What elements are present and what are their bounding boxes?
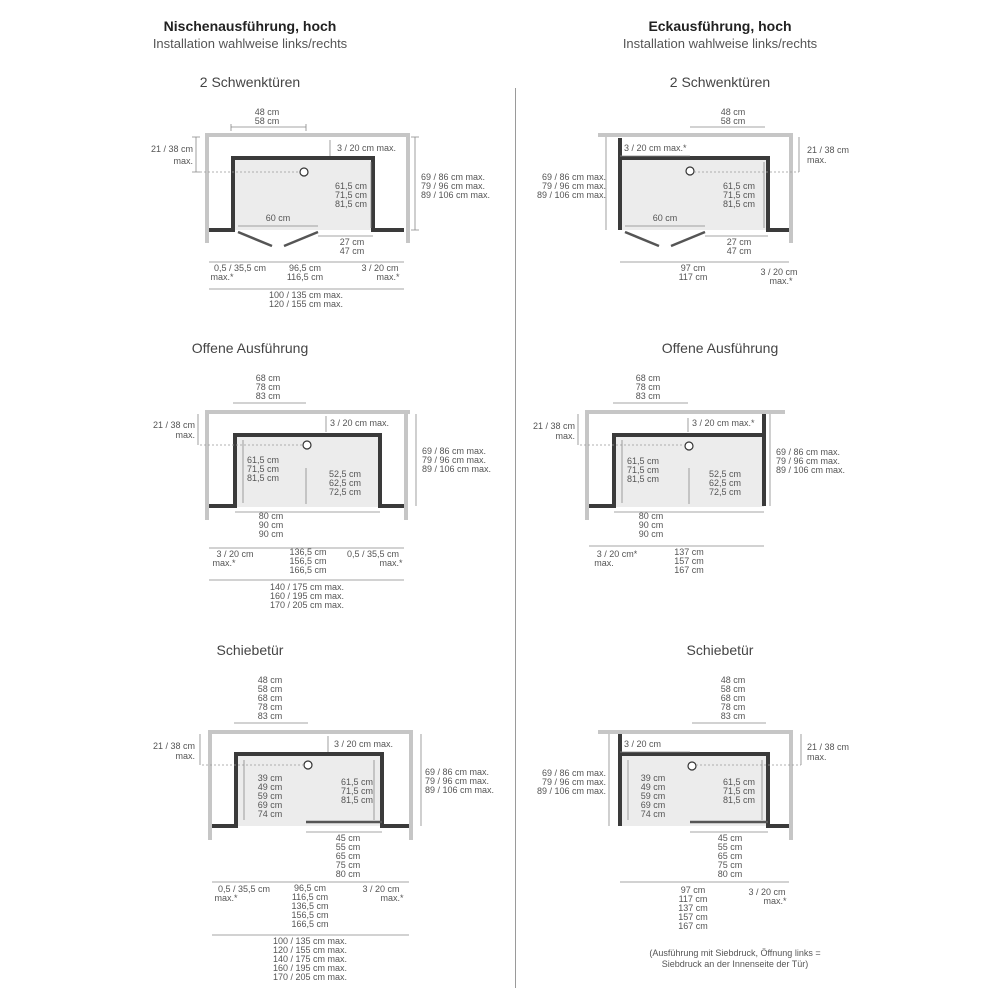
- dim-label: 79 / 96 cm max.: [541, 181, 606, 191]
- dim-label: 166,5 cm: [291, 919, 329, 929]
- wall-left: [205, 133, 209, 243]
- dim-label: 58 cm: [720, 116, 746, 126]
- dim-label: 78 cm: [257, 702, 283, 712]
- corner-s1-heading: 2 Schwenktüren: [669, 74, 771, 90]
- dim-label: 21 / 38 cm: [152, 420, 195, 430]
- dim-label: 45 cm: [335, 833, 361, 843]
- dim-label: 75 cm: [335, 860, 361, 870]
- dim-label: 0,5 / 35,5 cm: [217, 884, 271, 894]
- dim-label: 170 / 205 cm max.: [272, 972, 348, 982]
- wall-top: [598, 730, 793, 734]
- dim-label: 160 / 195 cm max.: [272, 963, 348, 973]
- dim-label: 61,5 cm: [722, 777, 756, 787]
- niche-s3-heading: Schiebetür: [216, 642, 284, 658]
- dim-label: 71,5 cm: [340, 786, 374, 796]
- dim-label: 71,5 cm: [722, 190, 756, 200]
- dim-label: max.*: [210, 272, 234, 282]
- dim-label: 80 cm: [638, 511, 664, 521]
- dim-label: 48 cm: [720, 107, 746, 117]
- dim-label: 21 / 38 cm: [152, 741, 195, 751]
- dim-label: 137 cm: [674, 547, 704, 557]
- dim-label: 3 / 20 cm: [748, 887, 786, 897]
- dim-label: 83 cm: [257, 711, 283, 721]
- dim-label: max.*: [212, 558, 236, 568]
- corner-s2-heading: Offene Ausführung: [661, 340, 779, 356]
- dim-label: max.*: [763, 896, 787, 906]
- dim-label: 120 / 155 cm max.: [268, 299, 344, 309]
- dim-label: max.: [173, 156, 193, 166]
- dim-label: 3 / 20 cm max.: [337, 143, 397, 153]
- dim-label: 47 cm: [726, 246, 752, 256]
- drain-icon: [303, 441, 311, 449]
- wall-left: [205, 410, 209, 520]
- swing-door-right: [284, 232, 318, 246]
- dim-label: 69 / 86 cm max.: [776, 447, 841, 457]
- wall-top: [585, 410, 785, 414]
- dim-label: 3 / 20 cm: [361, 263, 399, 273]
- corner-title: Eckausführung, hoch: [648, 18, 792, 34]
- dim-label: 0,5 / 35,5 cm: [213, 263, 267, 273]
- dim-label: 160 / 195 cm max.: [269, 591, 345, 601]
- dim-label: 71,5 cm: [334, 190, 368, 200]
- dim-label: 21 / 38 cm: [532, 421, 575, 431]
- drain-icon: [686, 167, 694, 175]
- dim-label: max.: [175, 751, 195, 761]
- dim-label: 90 cm: [638, 520, 664, 530]
- wall-top: [598, 133, 793, 137]
- dim-label: 65 cm: [335, 851, 361, 861]
- dim-label: 116,5 cm: [291, 892, 329, 902]
- dim-label: 3 / 20 cm: [624, 739, 662, 749]
- dim-label: 97 cm: [680, 885, 706, 895]
- dim-label: 45 cm: [717, 833, 743, 843]
- dim-label: 81,5 cm: [626, 474, 660, 484]
- dim-label: 0,5 / 35,5 cm: [346, 549, 400, 559]
- wall-right: [404, 410, 408, 520]
- dim-label: max.*: [769, 276, 793, 286]
- dim-label: 157 cm: [678, 912, 708, 922]
- dim-label: 90 cm: [258, 529, 284, 539]
- wall-right: [409, 730, 413, 840]
- footnote-line: Siebdruck an der Innenseite der Tür): [661, 959, 809, 969]
- dim-label: max.*: [379, 558, 403, 568]
- dim-label: 90 cm: [258, 520, 284, 530]
- dim-label: 78 cm: [720, 702, 746, 712]
- dim-label: 90 cm: [638, 529, 664, 539]
- dim-label: max.: [175, 430, 195, 440]
- dim-label: 83 cm: [720, 711, 746, 721]
- dim-label: 89 / 106 cm max.: [536, 786, 606, 796]
- dim-label: 116,5 cm: [286, 272, 324, 282]
- dim-label: 3 / 20 cm max.: [330, 418, 390, 428]
- drain-icon: [304, 761, 312, 769]
- dim-label: 52,5 cm: [328, 469, 362, 479]
- dim-label: 61,5 cm: [340, 777, 374, 787]
- dim-label: 69 / 86 cm max.: [422, 446, 487, 456]
- dim-label: 62,5 cm: [328, 478, 362, 488]
- dim-label: 3 / 20 cm: [760, 267, 798, 277]
- dim-label: 136,5 cm: [291, 901, 329, 911]
- dim-label: 96,5 cm: [293, 883, 327, 893]
- dim-label: 71,5 cm: [246, 464, 280, 474]
- dim-label: max.: [555, 431, 575, 441]
- wall-left: [208, 730, 212, 840]
- dim-label: 81,5 cm: [722, 199, 756, 209]
- dim-label: 69 cm: [640, 800, 666, 810]
- dim-label: 74 cm: [640, 809, 666, 819]
- dim-label: 60 cm: [652, 213, 678, 223]
- niche-s1-heading: 2 Schwenktüren: [199, 74, 301, 90]
- dim-label: 89 / 106 cm max.: [422, 464, 492, 474]
- dim-label: 157 cm: [674, 556, 704, 566]
- dim-label: 58 cm: [257, 684, 283, 694]
- wall-top: [208, 730, 413, 734]
- dim-label: 55 cm: [717, 842, 743, 852]
- dim-label: 61,5 cm: [722, 181, 756, 191]
- wall-right: [406, 133, 410, 243]
- corner-column: [500, 0, 1000, 1000]
- dim-label: max.: [594, 558, 614, 568]
- dim-label: 62,5 cm: [708, 478, 742, 488]
- dim-label: 81,5 cm: [722, 795, 756, 805]
- dim-label: 79 / 96 cm max.: [422, 455, 487, 465]
- wall-right: [789, 133, 793, 243]
- dim-label: 97 cm: [680, 263, 706, 273]
- dim-label: 80 cm: [258, 511, 284, 521]
- niche-subtitle: Installation wahlweise links/rechts: [152, 36, 348, 51]
- dim-label: 69 / 86 cm max.: [425, 767, 490, 777]
- dim-line: [192, 137, 200, 172]
- dim-label: 65 cm: [717, 851, 743, 861]
- niche-s2-heading: Offene Ausführung: [191, 340, 309, 356]
- dim-label: 120 / 155 cm max.: [272, 945, 348, 955]
- dim-label: max.: [807, 155, 827, 165]
- dim-label: 79 / 96 cm max.: [421, 181, 486, 191]
- dim-label: 68 cm: [255, 373, 281, 383]
- dim-label: 71,5 cm: [626, 465, 660, 475]
- dim-label: 89 / 106 cm max.: [536, 190, 606, 200]
- dim-label: 89 / 106 cm max.: [421, 190, 491, 200]
- dim-label: 69 / 86 cm max.: [541, 172, 606, 182]
- swing-door-left: [238, 232, 272, 246]
- drain-icon: [688, 762, 696, 770]
- dim-label: max.: [807, 752, 827, 762]
- dim-label: 61,5 cm: [334, 181, 368, 191]
- wall-top: [205, 410, 410, 414]
- niche-title: Nischenausführung, hoch: [163, 18, 337, 34]
- dim-label: 81,5 cm: [334, 199, 368, 209]
- drain-icon: [685, 442, 693, 450]
- dim-label: 68 cm: [635, 373, 661, 383]
- dim-label: 69 / 86 cm max.: [541, 768, 606, 778]
- dim-label: 79 / 96 cm max.: [541, 777, 606, 787]
- dim-label: 55 cm: [335, 842, 361, 852]
- dim-label: 156,5 cm: [291, 910, 329, 920]
- dim-line: [411, 137, 419, 230]
- dim-label: 48 cm: [257, 675, 283, 685]
- dim-label: 83 cm: [255, 391, 281, 401]
- dim-label: 100 / 135 cm max.: [272, 936, 348, 946]
- dim-label: 170 / 205 cm max.: [269, 600, 345, 610]
- dim-label: 39 cm: [640, 773, 666, 783]
- dim-label: 3 / 20 cm: [362, 884, 400, 894]
- dim-label: 83 cm: [635, 391, 661, 401]
- dim-label: 80 cm: [717, 869, 743, 879]
- dim-label: max.*: [376, 272, 400, 282]
- dim-label: 156,5 cm: [289, 556, 327, 566]
- dim-label: 3 / 20 cm max.: [334, 739, 394, 749]
- dim-label: 78 cm: [635, 382, 661, 392]
- dim-label: 27 cm: [726, 237, 752, 247]
- corner-s3-heading: Schiebetür: [686, 642, 754, 658]
- dim-label: 49 cm: [640, 782, 666, 792]
- dim-label: max.*: [380, 893, 404, 903]
- footnote: [485, 948, 985, 970]
- dim-label: 68 cm: [720, 693, 746, 703]
- dim-label: 100 / 135 cm max.: [268, 290, 344, 300]
- dim-label: 48 cm: [720, 675, 746, 685]
- dim-label: 75 cm: [717, 860, 743, 870]
- dim-label: 58 cm: [720, 684, 746, 694]
- corner-subtitle: Installation wahlweise links/rechts: [622, 36, 818, 51]
- dim-label: 68 cm: [257, 693, 283, 703]
- dim-label: 136,5 cm: [289, 547, 327, 557]
- dim-label: 89 / 106 cm max.: [776, 465, 846, 475]
- dim-label: 96,5 cm: [288, 263, 322, 273]
- wall-right: [789, 730, 793, 840]
- dim-label: 21 / 38 cm: [807, 742, 850, 752]
- dim-label: max.*: [214, 893, 238, 903]
- dim-label: 72,5 cm: [328, 487, 362, 497]
- dim-label: 166,5 cm: [289, 565, 327, 575]
- dim-label: 69 cm: [257, 800, 283, 810]
- dim-label: 21 / 38 cm: [150, 144, 193, 154]
- dim-label: 48 cm: [254, 107, 280, 117]
- swing-door-left: [625, 232, 659, 246]
- dim-label: 61,5 cm: [626, 456, 660, 466]
- dim-label: 137 cm: [678, 903, 708, 913]
- dim-label: 140 / 175 cm max.: [272, 954, 348, 964]
- dim-label: 27 cm: [339, 237, 365, 247]
- dim-label: 52,5 cm: [708, 469, 742, 479]
- dim-label: 140 / 175 cm max.: [269, 582, 345, 592]
- dim-label: 3 / 20 cm max.*: [624, 143, 687, 153]
- dim-label: 72,5 cm: [708, 487, 742, 497]
- dim-label: 79 / 96 cm max.: [776, 456, 841, 466]
- dim-label: 59 cm: [640, 791, 666, 801]
- dim-label: 39 cm: [257, 773, 283, 783]
- dim-label: 117 cm: [678, 894, 708, 904]
- dim-label: 167 cm: [674, 565, 704, 575]
- wall-top: [205, 133, 410, 137]
- dim-label: 80 cm: [335, 869, 361, 879]
- dim-label: 58 cm: [254, 116, 280, 126]
- dim-label: 79 / 96 cm max.: [425, 776, 490, 786]
- dim-label: 3 / 20 cm: [216, 549, 254, 559]
- dim-label: 3 / 20 cm max.*: [692, 418, 755, 428]
- dim-label: 47 cm: [339, 246, 365, 256]
- drain-icon: [300, 168, 308, 176]
- swing-door-right: [671, 232, 705, 246]
- footnote-line: (Ausführung mit Siebdruck, Öffnung links =: [649, 948, 821, 958]
- dim-label: 60 cm: [265, 213, 291, 223]
- dim-label: 3 / 20 cm*: [596, 549, 638, 559]
- dim-label: 81,5 cm: [340, 795, 374, 805]
- dim-label: 21 / 38 cm: [807, 145, 850, 155]
- dim-label: 74 cm: [257, 809, 283, 819]
- wall-left: [585, 410, 589, 520]
- corner-diagrams: [500, 0, 1000, 1000]
- dim-label: 89 / 106 cm max.: [425, 785, 495, 795]
- dim-label: 69 / 86 cm max.: [421, 172, 486, 182]
- dim-label: 81,5 cm: [246, 473, 280, 483]
- dim-label: 167 cm: [678, 921, 708, 931]
- dim-label: 59 cm: [257, 791, 283, 801]
- dim-label: 78 cm: [255, 382, 281, 392]
- dim-label: 49 cm: [257, 782, 283, 792]
- dim-label: 117 cm: [678, 272, 708, 282]
- dim-label: 71,5 cm: [722, 786, 756, 796]
- dim-label: 61,5 cm: [246, 455, 280, 465]
